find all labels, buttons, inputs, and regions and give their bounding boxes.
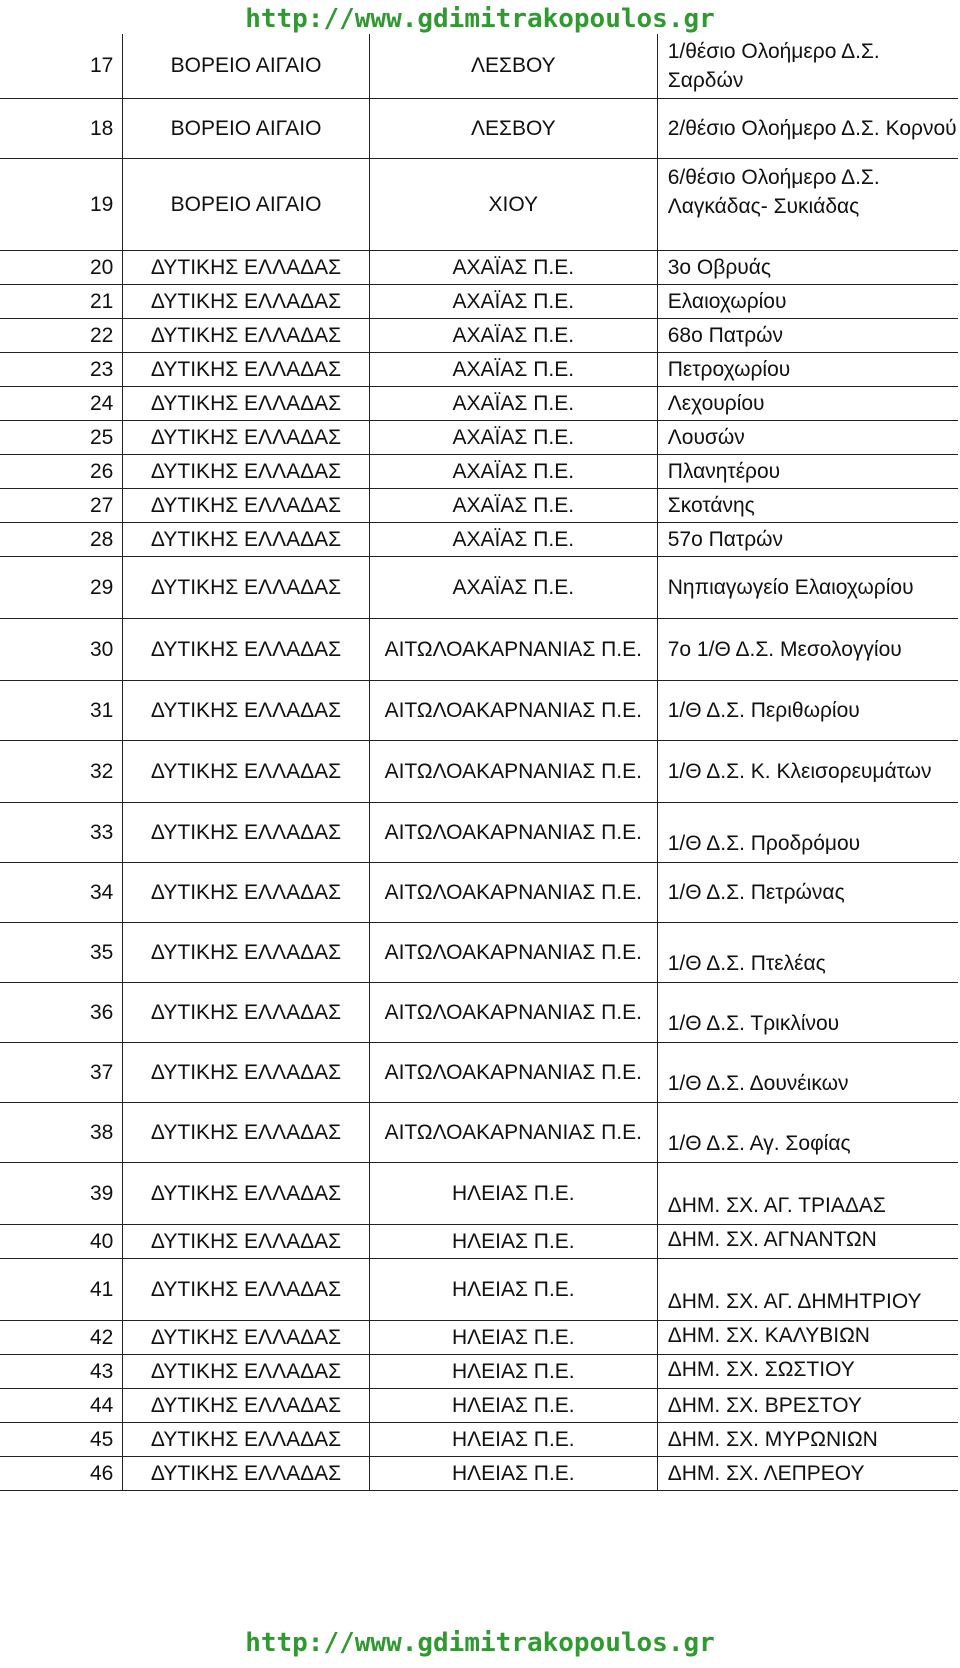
table-row [0, 982, 958, 1042]
table-row [0, 1162, 958, 1224]
region-cell: ΒΟΡΕΙΟ ΑΙΓΑΙΟ [123, 34, 370, 98]
row-number: 34 [0, 862, 123, 922]
region-cell: ΔΥΤΙΚΗΣ ΕΛΛΑΔΑΣ [123, 318, 370, 352]
school-cell: Σκοτάνης [657, 488, 958, 522]
region-cell: ΔΥΤΙΚΗΣ ΕΛΛΑΔΑΣ [123, 1320, 370, 1354]
school-cell: 57ο Πατρών [657, 522, 958, 556]
table-row [0, 318, 958, 352]
regional-unit-cell: ΑΧΑΪΑΣ Π.Ε. [369, 488, 657, 522]
row-number: 25 [0, 420, 123, 454]
row-number: 24 [0, 386, 123, 420]
region-cell: ΔΥΤΙΚΗΣ ΕΛΛΑΔΑΣ [123, 1102, 370, 1162]
table-row [0, 98, 958, 158]
school-cell: ΔΗΜ. ΣΧ. ΒΡΕΣΤΟΥ [657, 1388, 958, 1422]
region-cell: ΔΥΤΙΚΗΣ ΕΛΛΑΔΑΣ [123, 922, 370, 982]
region-cell: ΔΥΤΙΚΗΣ ΕΛΛΑΔΑΣ [123, 420, 370, 454]
row-number: 38 [0, 1102, 123, 1162]
region-cell: ΔΥΤΙΚΗΣ ΕΛΛΑΔΑΣ [123, 386, 370, 420]
school-cell: ΔΗΜ. ΣΧ. ΣΩΣΤΙΟΥ [657, 1354, 958, 1388]
school-cell: Λεχουρίου [657, 386, 958, 420]
row-number: 17 [0, 34, 123, 98]
regional-unit-cell: ΑΧΑΪΑΣ Π.Ε. [369, 454, 657, 488]
school-cell: ΔΗΜ. ΣΧ. ΛΕΠΡΕΟΥ [657, 1456, 958, 1490]
regional-unit-cell: ΑΧΑΪΑΣ Π.Ε. [369, 284, 657, 318]
regional-unit-cell: ΑΙΤΩΛΟΑΚΑΡΝΑΝΙΑΣ Π.Ε. [369, 1042, 657, 1102]
school-cell: 6/θέσιο Ολοήμερο Δ.Σ. Λαγκάδας- Συκιάδας [657, 158, 958, 250]
regional-unit-cell: ΑΙΤΩΛΟΑΚΑΡΝΑΝΙΑΣ Π.Ε. [369, 740, 657, 802]
school-cell: ΔΗΜ. ΣΧ. ΑΓ. ΔΗΜΗΤΡΙΟΥ [657, 1258, 958, 1320]
table-row [0, 740, 958, 802]
table-row [0, 158, 958, 250]
regional-unit-cell: ΑΧΑΪΑΣ Π.Ε. [369, 386, 657, 420]
row-number: 18 [0, 98, 123, 158]
region-cell: ΔΥΤΙΚΗΣ ΕΛΛΑΔΑΣ [123, 680, 370, 740]
row-number: 45 [0, 1422, 123, 1456]
row-number: 32 [0, 740, 123, 802]
regional-unit-cell: ΗΛΕΙΑΣ Π.Ε. [369, 1162, 657, 1224]
region-cell: ΔΥΤΙΚΗΣ ΕΛΛΑΔΑΣ [123, 1456, 370, 1490]
row-number: 28 [0, 522, 123, 556]
school-cell: 3ο Οβρυάς [657, 250, 958, 284]
regional-unit-cell: ΗΛΕΙΑΣ Π.Ε. [369, 1456, 657, 1490]
regional-unit-cell: ΑΧΑΪΑΣ Π.Ε. [369, 250, 657, 284]
regional-unit-cell: ΑΙΤΩΛΟΑΚΑΡΝΑΝΙΑΣ Π.Ε. [369, 982, 657, 1042]
school-cell: Λουσών [657, 420, 958, 454]
school-cell: ΔΗΜ. ΣΧ. ΜΥΡΩΝΙΩΝ [657, 1422, 958, 1456]
table-row [0, 922, 958, 982]
school-cell: 1/θέσιο Ολοήμερο Δ.Σ. Σαρδών [657, 34, 958, 98]
table-row [0, 34, 958, 98]
table-row [0, 618, 958, 680]
table-row [0, 1102, 958, 1162]
row-number: 31 [0, 680, 123, 740]
regional-unit-cell: ΑΙΤΩΛΟΑΚΑΡΝΑΝΙΑΣ Π.Ε. [369, 862, 657, 922]
school-cell: ΔΗΜ. ΣΧ. ΚΑΛΥΒΙΩΝ [657, 1320, 958, 1354]
header-site-link[interactable]: http://www.gdimitrakopoulos.gr [245, 4, 715, 34]
region-cell: ΔΥΤΙΚΗΣ ΕΛΛΑΔΑΣ [123, 1388, 370, 1422]
region-cell: ΔΥΤΙΚΗΣ ΕΛΛΑΔΑΣ [123, 556, 370, 618]
table-row [0, 420, 958, 454]
school-cell: 1/Θ Δ.Σ. Πετρώνας [657, 862, 958, 922]
school-cell: 7ο 1/Θ Δ.Σ. Μεσολογγίου [657, 618, 958, 680]
regional-unit-cell: ΛΕΣΒΟΥ [369, 98, 657, 158]
regional-unit-cell: ΗΛΕΙΑΣ Π.Ε. [369, 1258, 657, 1320]
regional-unit-cell: ΗΛΕΙΑΣ Π.Ε. [369, 1354, 657, 1388]
region-cell: ΔΥΤΙΚΗΣ ΕΛΛΑΔΑΣ [123, 1258, 370, 1320]
school-cell: 1/Θ Δ.Σ. Περιθωρίου [657, 680, 958, 740]
table-row [0, 522, 958, 556]
row-number: 46 [0, 1456, 123, 1490]
table-row [0, 284, 958, 318]
table-row [0, 1042, 958, 1102]
region-cell: ΔΥΤΙΚΗΣ ΕΛΛΑΔΑΣ [123, 284, 370, 318]
region-cell: ΔΥΤΙΚΗΣ ΕΛΛΑΔΑΣ [123, 740, 370, 802]
table-row [0, 1320, 958, 1354]
region-cell: ΔΥΤΙΚΗΣ ΕΛΛΑΔΑΣ [123, 982, 370, 1042]
region-cell: ΔΥΤΙΚΗΣ ΕΛΛΑΔΑΣ [123, 488, 370, 522]
regional-unit-cell: ΗΛΕΙΑΣ Π.Ε. [369, 1224, 657, 1258]
region-cell: ΔΥΤΙΚΗΣ ΕΛΛΑΔΑΣ [123, 802, 370, 862]
region-cell: ΔΥΤΙΚΗΣ ΕΛΛΑΔΑΣ [123, 250, 370, 284]
row-number: 19 [0, 158, 123, 250]
school-cell: 1/Θ Δ.Σ. Κ. Κλεισορευμάτων [657, 740, 958, 802]
region-cell: ΔΥΤΙΚΗΣ ΕΛΛΑΔΑΣ [123, 862, 370, 922]
footer-site-link[interactable]: http://www.gdimitrakopoulos.gr [245, 1628, 715, 1658]
table-row [0, 1388, 958, 1422]
table-row [0, 1354, 958, 1388]
regional-unit-cell: ΑΧΑΪΑΣ Π.Ε. [369, 318, 657, 352]
region-cell: ΔΥΤΙΚΗΣ ΕΛΛΑΔΑΣ [123, 1162, 370, 1224]
region-cell: ΒΟΡΕΙΟ ΑΙΓΑΙΟ [123, 158, 370, 250]
region-cell: ΔΥΤΙΚΗΣ ΕΛΛΑΔΑΣ [123, 1224, 370, 1258]
school-cell: 1/Θ Δ.Σ. Τρικλίνου [657, 982, 958, 1042]
region-cell: ΔΥΤΙΚΗΣ ΕΛΛΑΔΑΣ [123, 352, 370, 386]
table-row [0, 680, 958, 740]
region-cell: ΒΟΡΕΙΟ ΑΙΓΑΙΟ [123, 98, 370, 158]
row-number: 35 [0, 922, 123, 982]
school-cell: 1/Θ Δ.Σ. Δουνέικων [657, 1042, 958, 1102]
table-row [0, 1456, 958, 1490]
table-row [0, 352, 958, 386]
region-cell: ΔΥΤΙΚΗΣ ΕΛΛΑΔΑΣ [123, 1042, 370, 1102]
region-cell: ΔΥΤΙΚΗΣ ΕΛΛΑΔΑΣ [123, 454, 370, 488]
school-cell: ΔΗΜ. ΣΧ. ΑΓΝΑΝΤΩΝ [657, 1224, 958, 1258]
regional-unit-cell: ΑΧΑΪΑΣ Π.Ε. [369, 420, 657, 454]
regional-unit-cell: ΑΧΑΪΑΣ Π.Ε. [369, 522, 657, 556]
row-number: 21 [0, 284, 123, 318]
table-row [0, 250, 958, 284]
region-cell: ΔΥΤΙΚΗΣ ΕΛΛΑΔΑΣ [123, 522, 370, 556]
row-number: 23 [0, 352, 123, 386]
school-cell: ΔΗΜ. ΣΧ. ΑΓ. ΤΡΙΑΔΑΣ [657, 1162, 958, 1224]
row-number: 20 [0, 250, 123, 284]
regional-unit-cell: ΗΛΕΙΑΣ Π.Ε. [369, 1422, 657, 1456]
row-number: 22 [0, 318, 123, 352]
regional-unit-cell: ΗΛΕΙΑΣ Π.Ε. [369, 1320, 657, 1354]
regional-unit-cell: ΑΙΤΩΛΟΑΚΑΡΝΑΝΙΑΣ Π.Ε. [369, 618, 657, 680]
table-row [0, 862, 958, 922]
row-number: 37 [0, 1042, 123, 1102]
row-number: 30 [0, 618, 123, 680]
row-number: 41 [0, 1258, 123, 1320]
regional-unit-cell: ΑΧΑΪΑΣ Π.Ε. [369, 556, 657, 618]
row-number: 33 [0, 802, 123, 862]
table-row [0, 802, 958, 862]
regional-unit-cell: ΑΙΤΩΛΟΑΚΑΡΝΑΝΙΑΣ Π.Ε. [369, 680, 657, 740]
regional-unit-cell: ΗΛΕΙΑΣ Π.Ε. [369, 1388, 657, 1422]
regional-unit-cell: ΑΙΤΩΛΟΑΚΑΡΝΑΝΙΑΣ Π.Ε. [369, 1102, 657, 1162]
school-cell: Πλανητέρου [657, 454, 958, 488]
table-row [0, 1258, 958, 1320]
table-row [0, 386, 958, 420]
table-row [0, 1224, 958, 1258]
region-cell: ΔΥΤΙΚΗΣ ΕΛΛΑΔΑΣ [123, 1354, 370, 1388]
school-cell: 1/Θ Δ.Σ. Αγ. Σοφίας [657, 1102, 958, 1162]
row-number: 39 [0, 1162, 123, 1224]
region-cell: ΔΥΤΙΚΗΣ ΕΛΛΑΔΑΣ [123, 618, 370, 680]
region-cell: ΔΥΤΙΚΗΣ ΕΛΛΑΔΑΣ [123, 1422, 370, 1456]
school-cell: Ελαιοχωρίου [657, 284, 958, 318]
schools-table-body [0, 34, 958, 1490]
table-row [0, 556, 958, 618]
row-number: 29 [0, 556, 123, 618]
school-cell: 2/θέσιο Ολοήμερο Δ.Σ. Κορνού [657, 98, 958, 158]
regional-unit-cell: ΑΙΤΩΛΟΑΚΑΡΝΑΝΙΑΣ Π.Ε. [369, 802, 657, 862]
row-number: 27 [0, 488, 123, 522]
schools-table [0, 34, 958, 1491]
row-number: 43 [0, 1354, 123, 1388]
school-cell: Πετροχωρίου [657, 352, 958, 386]
row-number: 40 [0, 1224, 123, 1258]
table-row [0, 488, 958, 522]
regional-unit-cell: ΛΕΣΒΟΥ [369, 34, 657, 98]
school-cell: 1/Θ Δ.Σ. Πτελέας [657, 922, 958, 982]
row-number: 42 [0, 1320, 123, 1354]
table-row [0, 1422, 958, 1456]
school-cell: Νηπιαγωγείο Ελαιοχωρίου [657, 556, 958, 618]
regional-unit-cell: ΧΙΟΥ [369, 158, 657, 250]
regional-unit-cell: ΑΙΤΩΛΟΑΚΑΡΝΑΝΙΑΣ Π.Ε. [369, 922, 657, 982]
table-row [0, 454, 958, 488]
row-number: 36 [0, 982, 123, 1042]
row-number: 44 [0, 1388, 123, 1422]
regional-unit-cell: ΑΧΑΪΑΣ Π.Ε. [369, 352, 657, 386]
school-cell: 1/Θ Δ.Σ. Προδρόμου [657, 802, 958, 862]
row-number: 26 [0, 454, 123, 488]
school-cell: 68ο Πατρών [657, 318, 958, 352]
